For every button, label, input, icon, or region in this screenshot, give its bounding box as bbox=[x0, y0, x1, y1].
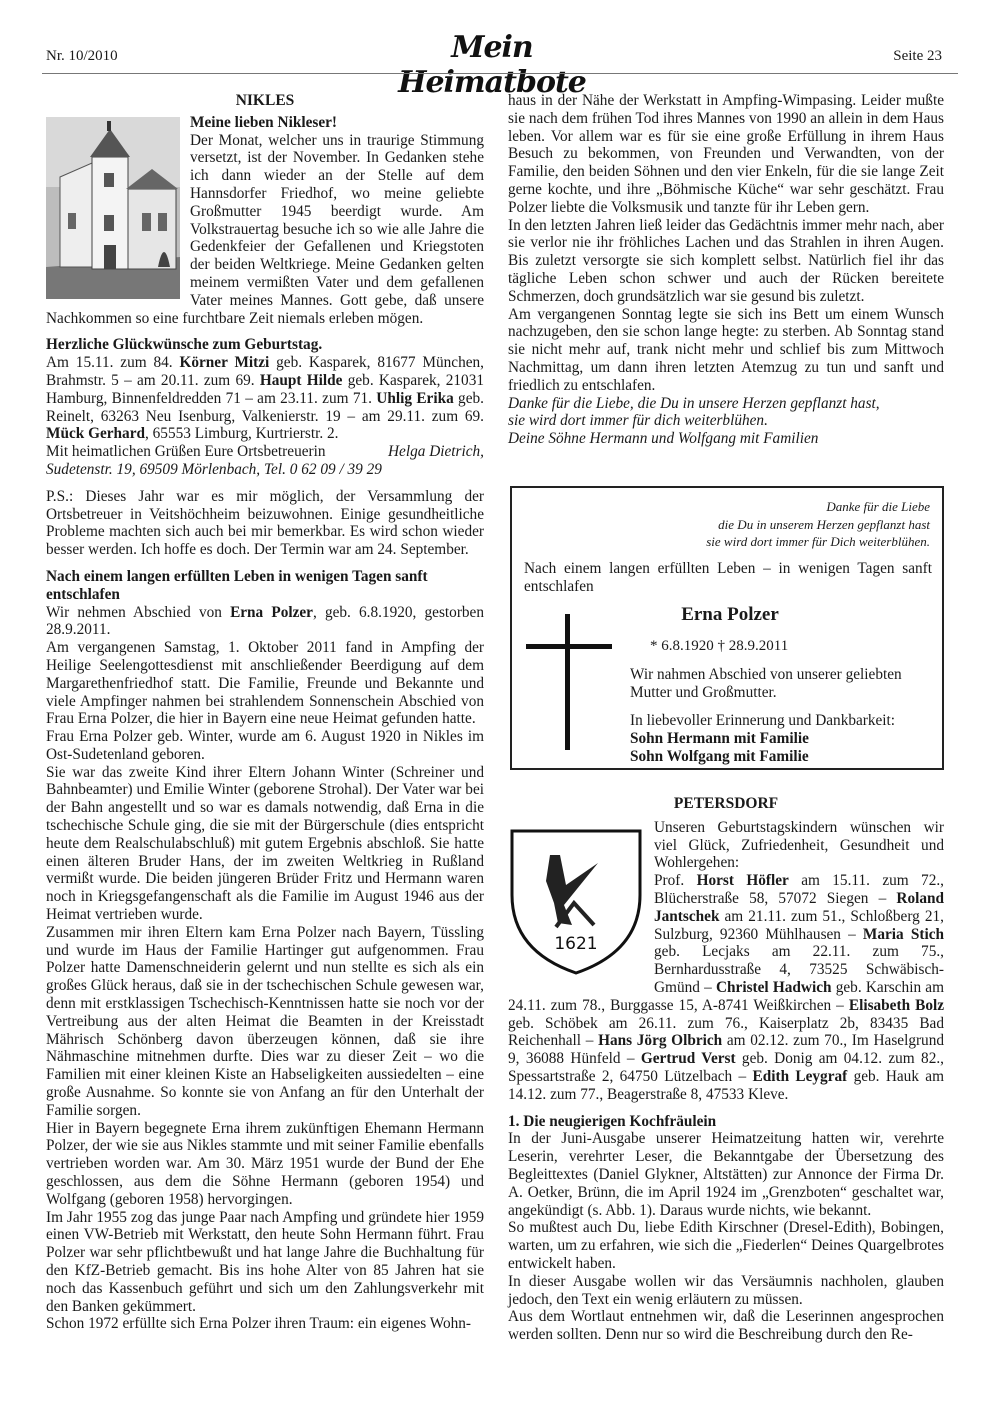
obituary-continuation: In den letzten Jahren ließ leider das Gedächtnis immer mehr nach, aber sie verlor nie ihr fröhliches Lachen und das Strahlen in ihren Augen. Bis zuletzt versorgte sie sich komplett selbst. Natürlich fiel ihr das tägliche Leben schon schwer und auch der Rücken bereitete Schmerzen, doch grundsätzlich war sie gesund bis zuletzt. bbox=[508, 216, 944, 305]
crest-year: 1621 bbox=[554, 933, 598, 954]
obituary-paragraph: Im Jahr 1955 zog das junge Paar nach Ampfing und gründete hier 1959 einen VW-Betrieb mit Werkstatt, den heute Sohn Hermann führt. Frau Polzer war sehr pflichtbewußt und hat lange Jahre die Buchhaltung für den KfZ-Betrieb gemacht. Bis ins hohe Alter von 85 Jahren hat sie noch das Kassenbuch geführt und sich um den Zahlungsverkehr mit den Banken gekümmert. bbox=[46, 1208, 484, 1315]
notice-lead: Nach einem langen erfüllten Leben – in wenigen Tagen sanft entschlafen bbox=[524, 560, 932, 595]
notice-poem: Danke für die Liebe die Du in unserem Herzen gepflanzt hast sie wird dort immer für Dich weiterblühen. bbox=[706, 499, 930, 549]
obituary-continuation: Am vergangenen Sonntag legte sie sich ins Bett um einem Wunsch nachzugeben, den sie schon lange hegte: zu sterben. Ab Sonntag stand sie nicht mehr auf, trank nicht mehr und schlief bis zum Mittwoch Nachmittag, um dann ihren letzten Atemzug zu tun und sanft und friedlich zu entschlafen. bbox=[508, 305, 944, 394]
church-photo bbox=[46, 117, 180, 299]
birthday-list: Am 15.11. zum 84. Körner Mitzi geb. Kasparek, 81677 München, Brahmstr. 5 – am 20.11. zum 69. Haupt Hilde geb. Kasparek, 21031 Hamburg, Binnenfeldredden 71 – am 23.11. zum 71. Uhlig Erika geb. Reinelt, 63263 Neu Isenburg, Valkenierstr. 19 – am 29.11. zum 69. Mück Gerhard, 65553 Limburg, Kurtrierstr. 2. bbox=[46, 354, 485, 443]
ps-paragraph: P.S.: Dieses Jahr war es mir möglich, der Versammlung der Ortsbetreuer in Veitshöchheim beizuwohnen. Einige gesundheitliche Probleme machten sich auch bei mir bemerkbar. Es wird schon wieder besser werden. Ich hoffe es doch. Der Termin war am 24. September. bbox=[46, 487, 484, 559]
obituary-paragraph: Zusammen mir ihren Eltern kam Erna Polzer nach Bayern, Tüssling und wurde im Haus der Familie Hartinger gut aufgenommen. Frau Polzer hatte Damenschneiderin gelernt und nun stellte es sich als ein großes Glück heraus, daß sie in der tschechischen Schule gewesen war, denn mit erstklassigen Tschechisch-Kenntnissen hatte sie noch vor der Vertreibung aus der alten Heimat die Beamten in der Kreisstadt Mährisch Schönberg davon überzeugen können, daß sie ihre Nähmaschine mitnehmen durfte. Dies war zu dieser Zeit – wo die Familien mit einer kleinen Kiste an Habseligkeiten aussiedelten – eine große Ausnahme. So konnte sie von Anfang an für den Unterhalt der Familie sorgen. bbox=[46, 923, 484, 1119]
death-notice-box bbox=[510, 486, 944, 770]
left-column bbox=[46, 92, 484, 1333]
header-rule bbox=[42, 73, 958, 74]
quote-line: Danke für die Liebe, die Du in unsere Herzen gepflanzt hast, bbox=[508, 394, 880, 412]
greetings-address: Sudetenstr. 19, 69509 Mörlenbach, Tel. 0 62 09 / 39 29 bbox=[46, 460, 382, 478]
issue-number: Nr. 10/2010 bbox=[46, 48, 118, 64]
petersdorf-birthdays: Unseren Geburtstagskindern wünschen wir viel Glück, Zufriedenheit, Gesundheit und Wohlergehen: Prof. Horst Höfler am 15.11. zum 72., Blücherstraße 58, 57072 Siegen – Roland Jantschek am 21.11. zum 51., Schloßberg 21, Sulzburg, 92360 Mühlhausen – Maria Stich geb. Lecjaks am 22.11. zum 75., Bernhardusstraße 4, 73525 Schwäbisch-Gmünd – Christel Hadwich geb. Karschin am 24.11. zum 78., Burggasse 15, A-8741 Weißkirchen – Elisabeth Bolz geb. Schöbek am 26.11. zum 76., Kaiserplatz 2b, 83435 Bad Reichenhall – Hans Jörg Olbrich am 02.12. zum 70., Im Haselgrund 9, 36088 Hünfeld – Gertrud Verst geb. Donig am 04.12. zum 82., Spessartstraße 2, 64750 Lützelbach – Edith Leygraf geb. Hauk am 14.12. zum 77., Beagerstraße 8, 47533 Kleve. bbox=[508, 818, 945, 1103]
kochfraeulein-paragraph: Aus dem Wortlaut entnehmen wir, daß die Leserinnen angesprochen werden sollten. Denn nur so wird die Beschreibung durch den Re- bbox=[508, 1308, 944, 1344]
obituary-paragraph: Hier in Bayern begegnete Erna ihrem zukünftigen Ehemann Hermann Polzer, der wie sie aus Nikles stammte und mit seiner Familie ebenfalls vertrieben worden war. Am 30. März 1951 wurde der Bund der Ehe geschlossen, aus dem die Söhne Hermann (geboren 1954) und Wolfgang (geboren 1958) hervorgingen. bbox=[46, 1119, 484, 1208]
kochfraeulein-heading: 1. Die neugierigen Kochfräulein bbox=[508, 1112, 717, 1130]
petersdorf-section bbox=[508, 795, 944, 1344]
greeting-heading: Meine lieben Nikleser! bbox=[190, 113, 337, 131]
greetings-line: Mit heimatlichen Grüßen Eure Ortsbetreuerin Helga Dietrich, bbox=[46, 443, 484, 461]
obituary-paragraph: Schon 1972 erfüllte sich Erna Polzer ihren Traum: ein eigenes Wohn- bbox=[46, 1315, 472, 1333]
section-heading-petersdorf: PETERSDORF bbox=[673, 795, 779, 812]
obituary-continuation: haus in der Nähe der Werkstatt in Ampfing-Wimpasing. Leider mußte sie nach dem frühen Tod ihres Mannes von 1990 an allein in dem Haus leben. Vor allem war es für sie eine große Erfüllung in ihrem Haus Besuch zu bekommen, von Freunden und Verwandten, von der Familie, den beiden Söhnen und den vier Enkeln, für die sie lange Zeit gerne kochte, und ihre „Böhmische Küche“ war sehr geschätzt. Frau Polzer liebte die Volksmusik und tanzte für ihr Leben gern. bbox=[508, 92, 944, 216]
obituary-heading: Nach einem langen erfüllten Leben in wenigen Tagen sanft entschlafen bbox=[46, 567, 428, 603]
quote-line: sie wird dort immer für dich weiterblühen. bbox=[508, 412, 768, 430]
obituary-paragraph: Frau Erna Polzer geb. Winter, wurde am 6. August 1920 in Nikles im Ost-Sudetenland geboren. bbox=[46, 728, 484, 763]
kochfraeulein-paragraph: In dieser Ausgabe wollen wir das Versäumnis nachholen, glauben jedoch, den Text ein wenig erläutern zu müssen. bbox=[508, 1272, 944, 1308]
deceased-name: Erna Polzer bbox=[681, 604, 779, 625]
obituary-paragraph: Wir nehmen Abschied von Erna Polzer, geb. 6.8.1920, gestorben 28.9.2011. bbox=[46, 603, 484, 639]
obituary-signature: Deine Söhne Hermann und Wolfgang mit Familien bbox=[508, 430, 819, 448]
page-number: Seite 23 bbox=[893, 48, 942, 64]
coat-of-arms-icon bbox=[508, 825, 644, 977]
birthday-heading: Herzliche Glückwünsche zum Geburtstag. bbox=[46, 336, 323, 354]
obituary-paragraph: Sie war das zweite Kind ihrer Eltern Johann Winter (Schreiner und Bahnbeamter) und Emilie Winter (geborene Strohal). Der Vater war bei der Bahn angestellt und so war es damals notwendig, daß Erna in die tschechische Schule ging, die sie mit der Bürgerschule (dies entspricht heute dem Realschulabschluß) mit gutem Ergebnis abschloß. Sie hatte einen älteren Bruder Hans, der im zweiten Weltkrieg in Rußland vermißt wurde. Die beiden jüngeren Brüder Fritz und Hermann waren noch in Kriegsgefangenschaft als die Familie im August 1946 aus der Heimat vertrieben wurde. bbox=[46, 763, 484, 924]
obituary-paragraph: Am vergangenen Samstag, 1. Oktober 2011 fand in Ampfing der Heilige Seelengottesdienst mit anschließender Beerdigung auf dem Margarethenfriedhof statt. Die Familie, Freunde und Bekannte und viele Ampfinger nahmen bei strahlendem Sonnenschein Abschied von Frau Erna Polzer, die hier in Bayern eine neue Heimat gefunden hatte. bbox=[46, 639, 484, 728]
notice-farewell: Wir nahmen Abschied von unserer geliebten Mutter und Großmutter. bbox=[630, 666, 902, 701]
notice-memory: In liebevoller Erinnerung und Dankbarkeit: Sohn Hermann mit Familie Sohn Wolfgang mit Familie bbox=[630, 712, 896, 765]
kochfraeulein-paragraph: In der Juni-Ausgabe unserer Heimatzeitung hatten wir, verehrte Leserin, verehrter Leser, die Bekanntgabe der Übersetzung des Begleittextes (Daniel Glykner, Altstätten) zur Annonce der Firma Dr. A. Oetker, Brünn, die im April 1924 im „Grenzboten“ geschaltet war, angekündigt (s. Abb. 1). Daraus wurde nichts, wie bekannt. bbox=[508, 1130, 944, 1219]
nikles-intro: Der Monat, welcher uns in traurige Stimmung versetzt, ist der November. In Gedanken stehe ich dann wieder an der Stelle auf dem Hannsdorfer Friedhof, wo meine geliebte Großmutter 1945 beerdigt wurde. Am Volkstrauertag besuche ich so wie alle Jahre die Gedenkfeier der Gefallenen und Kriegstoten der beiden Weltkriege. Meine Gedanken gelten meinem vermißten Vater und dem gefallenen Vater meines Mannes. Gott gebe, daß unsere Nachkommen so eine furchtbare Zeit niemals erleben mögen. bbox=[46, 131, 484, 327]
life-dates: * 6.8.1920 † 28.9.2011 bbox=[650, 638, 789, 654]
right-column bbox=[508, 92, 944, 448]
kochfraeulein-paragraph: So mußtest auch Du, liebe Edith Kirschner (Dresel-Edith), Bobingen, warten, um zu erfahren, wie sich die „Fiederlen“ Deines Quargelbrotes entwickelt haben. bbox=[508, 1219, 944, 1272]
cross-icon bbox=[526, 614, 612, 750]
section-heading-nikles: NIKLES bbox=[235, 92, 295, 109]
masthead-title: Mein Heimatbote bbox=[398, 30, 586, 100]
